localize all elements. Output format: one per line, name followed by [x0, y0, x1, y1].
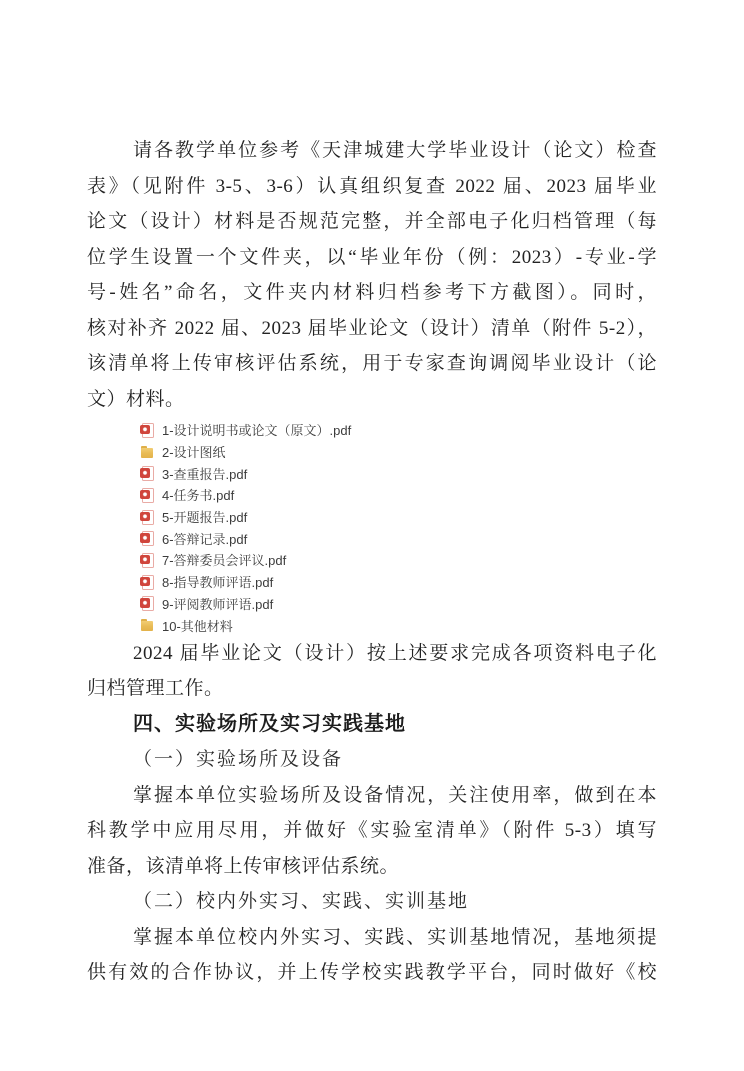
paragraph-line: 位学生设置一个文件夹，以“毕业年份（例：2023）-专业-学	[87, 246, 657, 268]
paragraph-lab-facilities	[87, 778, 657, 885]
subheading-lab-facilities: （一）实验场所及设备	[133, 749, 344, 771]
file-list-item	[140, 527, 570, 549]
paragraph-line: 文）材料。	[87, 388, 185, 410]
paragraph-2024-requirement	[87, 636, 657, 707]
paragraph-practice-bases	[87, 920, 657, 991]
file-list-item	[140, 419, 570, 441]
paragraph-line: 供有效的合作协议，并上传学校实践教学平台，同时做好《校	[87, 962, 657, 984]
file-list-item	[140, 441, 570, 463]
file-list-item	[140, 593, 570, 615]
paragraph-line: 归档管理工作。	[87, 678, 224, 700]
paragraph-line: 表》（见附件 3-5、3-6）认真组织复查 2022 届、2023 届毕业	[87, 175, 657, 197]
pdf-file-icon	[140, 595, 155, 611]
section-heading-4: 四、实验场所及实习实践基地	[133, 712, 406, 735]
file-name: 5-开题报告.pdf	[162, 510, 248, 526]
file-name: 1-设计说明书或论文（原文）.pdf	[162, 423, 352, 439]
file-list-item	[140, 506, 570, 528]
folder-icon	[140, 444, 155, 460]
paragraph-archive-requirements	[87, 133, 657, 417]
paragraph-line: 科教学中应用尽用，并做好《实验室清单》（附件 5-3）填写	[87, 820, 657, 842]
file-list-item	[140, 614, 570, 636]
paragraph-line: 核对补齐 2022 届、2023 届毕业论文（设计）清单（附件 5-2），	[87, 317, 657, 339]
pdf-file-icon	[140, 574, 155, 590]
paragraph-line: 号-姓名”命名，文件夹内材料归档参考下方截图）。同时，	[87, 282, 657, 303]
pdf-file-icon	[140, 422, 155, 438]
paragraph-line: 掌握本单位实验场所及设备情况，关注使用率，做到在本	[133, 784, 657, 806]
paragraph-line: 掌握本单位校内外实习、实践、实训基地情况，基地须提	[133, 926, 657, 948]
pdf-file-icon	[140, 465, 155, 481]
pdf-file-icon	[140, 509, 155, 525]
file-name: 2-设计图纸	[162, 445, 226, 461]
archive-folder-screenshot	[140, 419, 570, 636]
file-name: 10-其他材料	[162, 618, 233, 634]
pdf-file-icon	[140, 552, 155, 568]
file-name: 6-答辩记录.pdf	[162, 531, 248, 547]
paragraph-line: 请各教学单位参考《天津城建大学毕业设计（论文）检查	[133, 140, 657, 161]
file-name: 8-指导教师评语.pdf	[162, 575, 274, 591]
paragraph-line: 2024 届毕业论文（设计）按上述要求完成各项资料电子化	[133, 642, 657, 664]
paragraph-line: 论文（设计）材料是否规范完整，并全部电子化归档管理（每	[87, 211, 657, 232]
file-list-item	[140, 462, 570, 484]
file-list-item	[140, 571, 570, 593]
subheading-practice-bases: （二）校内外实习、实践、实训基地	[133, 891, 470, 913]
file-name: 3-查重报告.pdf	[162, 466, 248, 482]
folder-icon	[140, 617, 155, 633]
pdf-file-icon	[140, 530, 155, 546]
file-name: 9-评阅教师评语.pdf	[162, 596, 274, 612]
file-list-item	[140, 549, 570, 571]
paragraph-line: 该清单将上传审核评估系统，用于专家查询调阅毕业设计（论	[87, 353, 657, 374]
file-name: 7-答辩委员会评议.pdf	[162, 553, 287, 569]
file-list-item	[140, 484, 570, 506]
pdf-file-icon	[140, 487, 155, 503]
paragraph-line: 准备，该清单将上传审核评估系统。	[87, 855, 400, 877]
file-name: 4-任务书.pdf	[162, 488, 235, 504]
